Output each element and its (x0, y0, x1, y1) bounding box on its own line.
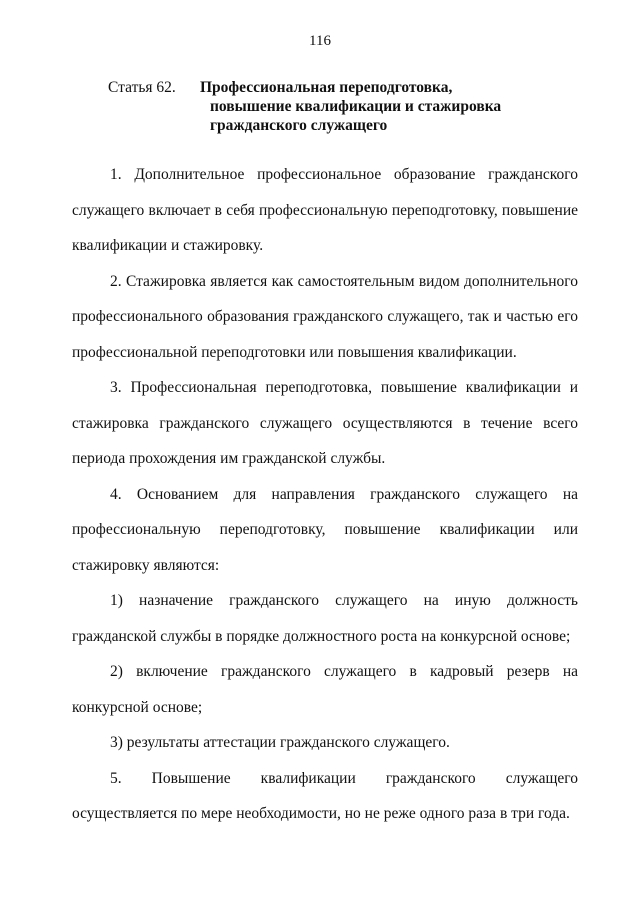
paragraph-3: 3. Профессиональная переподготовка, повышение квалификации и стажировка гражданского служащего осуществляются в течение всего периода прохождения им гражданской службы. (72, 379, 578, 467)
list-item-1: 1) назначение гражданского служащего на иную должность гражданской службы в порядке должностного роста на конкурсной основе; (72, 592, 578, 645)
article-label: Статья 62. (108, 79, 176, 96)
paragraph-2: 2. Стажировка является как самостоятельным видом дополнительного профессионального образования гражданского служащего, так и частью его профессиональной переподготовки или повышения квалификации. (72, 272, 578, 361)
paragraph-4: 4. Основанием для направления гражданского служащего на профессиональную переподготовку, повышение квалификации или стажировку являются: (72, 485, 578, 574)
list-item-2: 2) включение гражданского служащего в кадровый резерв на конкурсной основе; (72, 663, 578, 716)
article-title-line: Профессиональная переподготовка, (200, 79, 453, 96)
paragraph-1: 1. Дополнительное профессиональное образование гражданского служащего включает в себя профессиональную переподготовку, повышение квалификации и стажировку. (72, 166, 578, 254)
paragraph-5: 5. Повышение квалификации гражданского служащего осуществляется по мере необходимости, но не реже одного раза в три года. (72, 769, 578, 822)
list-item-3: 3) результаты аттестации гражданского служащего. (110, 734, 450, 751)
article-heading (108, 78, 501, 135)
article-title-line: повышение квалификации и стажировка (210, 98, 502, 115)
page-number: 116 (309, 33, 331, 49)
article-title (200, 78, 501, 135)
article-body (72, 157, 578, 832)
article-title-line: гражданского служащего (210, 117, 388, 134)
